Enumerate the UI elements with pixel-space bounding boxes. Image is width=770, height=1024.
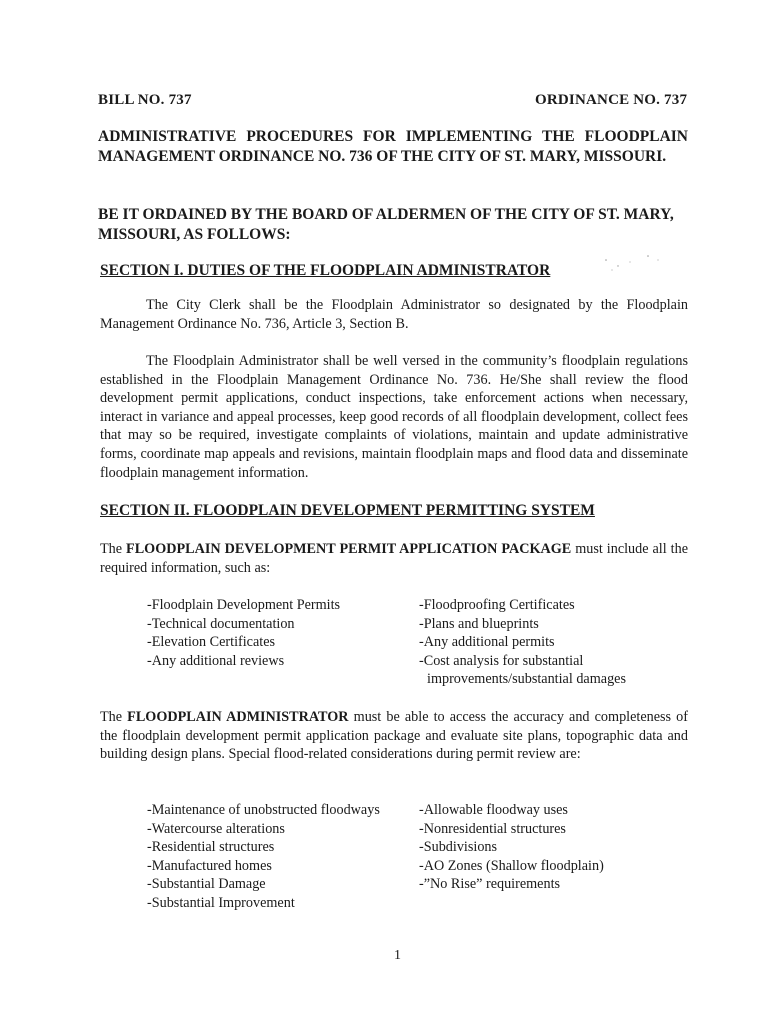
para-text: must include all the required information, such as: <box>100 541 688 576</box>
bill-number: BILL NO. 737 <box>98 92 192 108</box>
document-title: ADMINISTRATIVE PROCEDURES FOR IMPLEMENTING THE FLOODPLAIN MANAGEMENT ORDINANCE NO. 736 OF THE CITY OF ST. MARY, MISSOURI. <box>98 128 688 165</box>
list-item: -Floodproofing Certificates <box>419 597 575 613</box>
list-item: -Watercourse alterations <box>147 820 285 837</box>
list-item: -Subdivisions <box>419 839 498 856</box>
ordinance-number: ORDINANCE NO. 737 <box>535 92 688 108</box>
list-item: -Nonresidential structures <box>419 820 566 837</box>
considerations-list-right <box>419 801 604 894</box>
scan-speckles <box>600 246 670 276</box>
list-item: -Allowable floodway uses <box>419 802 568 818</box>
considerations-list-left <box>147 801 380 913</box>
list-item: -Technical documentation <box>147 615 295 632</box>
para-text: must be able to access the accuracy and completeness of the floodplain development permit application package and evaluate site plans, topographic data and building design plans. Special flood-related considerations during permit review are: <box>100 709 688 763</box>
section-1-paragraph-2-text: The Floodplain Administrator shall be well versed in the community’s floodplain regulations established in the Floodplain Management Ordinance No. 736. He/She shall review the flood development permit applications, conduct inspections, take enforcement actions when necessary, interact in variance and appeal processes, keep good records of all floodplain development, collect fees that may so be required, investigate complaints of violations, maintain and update administrative forms, coordinate map appeals and revisions, maintain floodplain maps and flood data and disseminate floodplain management information. <box>100 353 688 481</box>
page-number: 1 <box>394 948 401 963</box>
list-item: -Manufactured homes <box>147 857 272 874</box>
list-item: -AO Zones (Shallow floodplain) <box>419 857 604 874</box>
section-2-heading: SECTION II. FLOODPLAIN DEVELOPMENT PERMITTING SYSTEM <box>100 502 595 519</box>
list-item: -Floodplain Development Permits <box>147 597 341 613</box>
list-item: -”No Rise” requirements <box>419 876 561 893</box>
para-text: The <box>100 541 127 557</box>
list-item: -Residential structures <box>147 839 275 856</box>
required-info-list-left <box>147 596 340 670</box>
section-1-paragraph-1-text: The City Clerk shall be the Floodplain Administrator so designated by the Floodplain Management Ordinance No. 736, Article 3, Section B. <box>100 297 688 332</box>
enacting-clause: BE IT ORDAINED BY THE BOARD OF ALDERMEN OF THE CITY OF ST. MARY, MISSOURI, AS FOLLOWS: <box>98 206 674 243</box>
section-1-paragraph-2 <box>100 352 688 482</box>
para-text: The <box>100 709 128 725</box>
section-1-paragraph-1 <box>100 296 688 333</box>
list-item: -Any additional permits <box>419 634 555 651</box>
list-item: -Any additional reviews <box>147 652 285 669</box>
section-2-paragraph-2 <box>100 708 688 764</box>
list-item: -Cost analysis for substantial <box>419 652 584 669</box>
list-item: -Substantial Improvement <box>147 894 295 911</box>
list-item: -Maintenance of unobstructed floodways <box>147 802 380 818</box>
permit-package-term: FLOODPLAIN DEVELOPMENT PERMIT APPLICATION PACKAGE <box>126 541 572 557</box>
required-info-list-right <box>419 596 626 689</box>
section-1-heading: SECTION I. DUTIES OF THE FLOODPLAIN ADMINISTRATOR <box>100 262 551 279</box>
list-item: -Plans and blueprints <box>419 615 539 632</box>
list-item: improvements/substantial damages <box>427 671 626 688</box>
administrator-term: FLOODPLAIN ADMINISTRATOR <box>127 709 349 725</box>
list-item: -Substantial Damage <box>147 876 266 893</box>
section-2-paragraph-1 <box>100 540 688 577</box>
list-item: -Elevation Certificates <box>147 634 276 651</box>
